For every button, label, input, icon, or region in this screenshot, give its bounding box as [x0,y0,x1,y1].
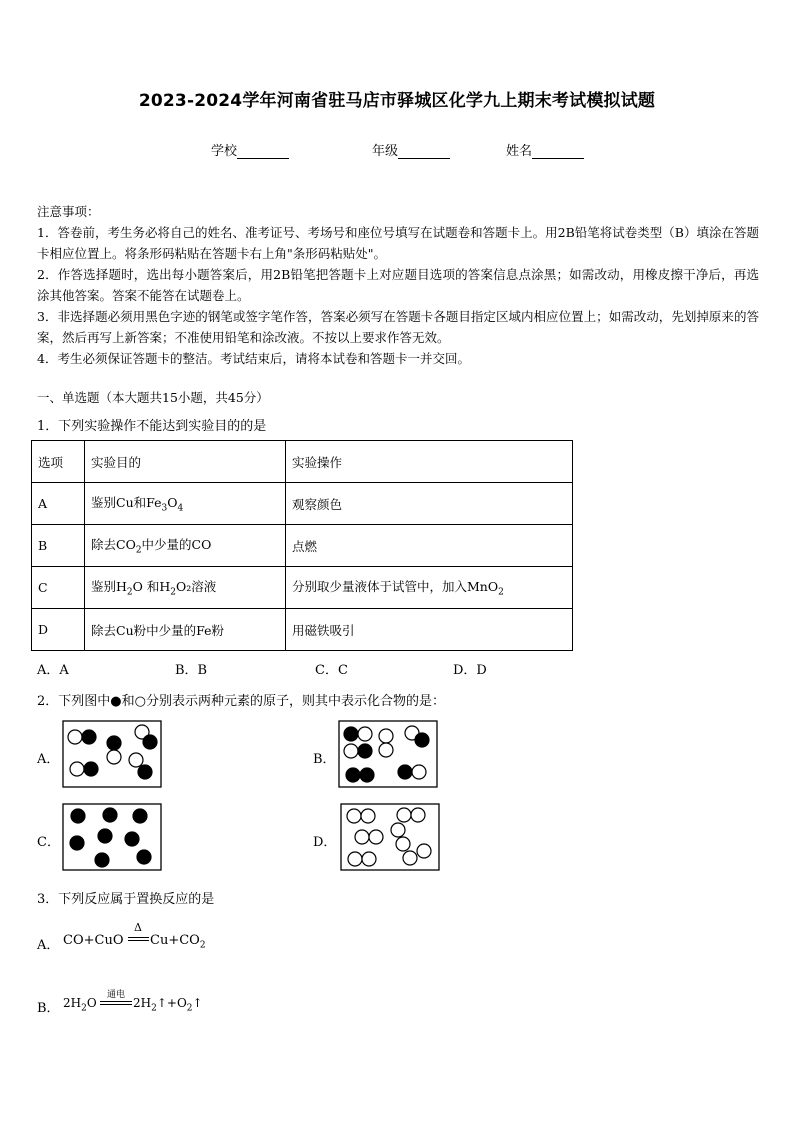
note-item: 2．作答选择题时，选出每小题答案后，用2B铅笔把答题卡上对应题目选项的答案信息点涂黑；如需改动，用橡皮擦干净后，再选涂其他答案。答案不能答在试题卷上。 [37,267,759,303]
table-row [32,567,573,609]
q1-table [31,440,573,651]
header-cell: 实验操作 [286,441,573,483]
q2-stem: 2．下列图中●和○分别表示两种元素的原子，则其中表示化合物的是： [37,694,445,709]
notes-block [37,201,759,369]
operation-cell: 观察颜色 [286,483,573,525]
q3-option-b-right: $2H_2↑+O_2↑$ [133,996,203,1014]
goal-cell: 鉴别$H_2O$ 和$H_2O_2$溶液 [85,567,286,609]
option-cell: A [32,483,85,525]
notes-heading: 注意事项： [37,204,100,219]
option-cell: D [32,609,85,651]
q3-option-a-right: $Cu+CO_2$ [150,933,206,951]
q2-label-b: B． [313,752,336,767]
table-row [32,525,573,567]
option-cell: C [32,567,85,609]
goal-cell: 除去$CO_2$中少量的CO [85,525,286,567]
q1-choice-a: A．A [37,663,69,678]
school-field [211,140,289,159]
operation-cell: 分别取少量液体于试管中，加入MnO$_2$ [286,567,573,609]
header-cell: 实验目的 [85,441,286,483]
q2-diagram-c [62,803,162,871]
name-field [506,140,584,159]
table-header-row [32,441,573,483]
q1-choice-b: B．B [175,663,208,678]
section-heading: 一、单选题（本大题共15小题，共45分） [37,390,269,405]
q3-option-b-arrow-bottom [100,1004,132,1005]
q3-option-b-left: $2H_2O$ [63,996,97,1014]
q3-stem: 3．下列反应属于置换反应的是 [37,892,215,907]
note-item: 4．考生必须保证答题卡的整洁。考试结束后，请将本试卷和答题卡一并交回。 [37,351,470,366]
operation-cell: 点燃 [286,525,573,567]
q3-option-a-arrow-top [128,937,149,938]
q2-diagram-d [340,803,440,871]
q2-label-c: C． [37,835,60,850]
name-blank [532,145,584,159]
page-title: 2023-2024学年河南省驻马店市驿城区化学九上期末考试模拟试题 [138,91,656,111]
school-blank [237,145,289,159]
q1-stem: 1．下列实验操作不能达到实验目的的是 [37,419,267,434]
q3-option-b-arrow-top [100,1001,132,1002]
q3-option-a-left: CO+CuO [63,933,124,948]
q3-option-b-condition: 通电 [106,990,125,1000]
q1-choice-c: C．C [315,663,348,678]
option-cell: B [32,525,85,567]
q3-option-b-label: B． [37,1001,60,1016]
name-label: 姓名 [506,144,533,159]
q2-label-a: A． [37,752,60,767]
grade-label: 年级 [372,144,399,159]
operation-cell: 用磁铁吸引 [286,609,573,651]
q2-diagram-b [338,720,438,788]
table-row [32,483,573,525]
grade-field [372,140,450,159]
q3-option-a-label: A． [37,938,60,953]
header-cell: 选项 [32,441,85,483]
grade-blank [398,145,450,159]
goal-cell: 除去Cu粉中少量的Fe粉 [85,609,286,651]
note-item: 1．答卷前，考生务必将自己的姓名、准考证号、考场号和座位号填写在试题卷和答题卡上。用2B铅笔将试卷类型（B）填涂在答题卡相应位置上。将条形码粘贴在答题卡右上角"条形码粘贴处"。 [37,225,759,261]
school-label: 学校 [211,144,238,159]
q2-label-d: D． [313,835,337,850]
goal-cell: 鉴别Cu和$Fe_3O_4$ [85,483,286,525]
q2-diagram-a [62,720,162,788]
table-row [32,609,573,651]
q1-choice-d: D．D [453,663,487,678]
note-item: 3．非选择题必须用黑色字迹的钢笔或签字笔作答，答案必须写在答题卡各题目指定区域内相应位置上；如需改动，先划掉原来的答案，然后再写上新答案；不准使用铅笔和涂改液。不按以上要求作答无效。 [37,309,759,345]
q3-option-a-condition: Δ [134,921,142,934]
q3-option-a-arrow-bottom [128,940,149,941]
